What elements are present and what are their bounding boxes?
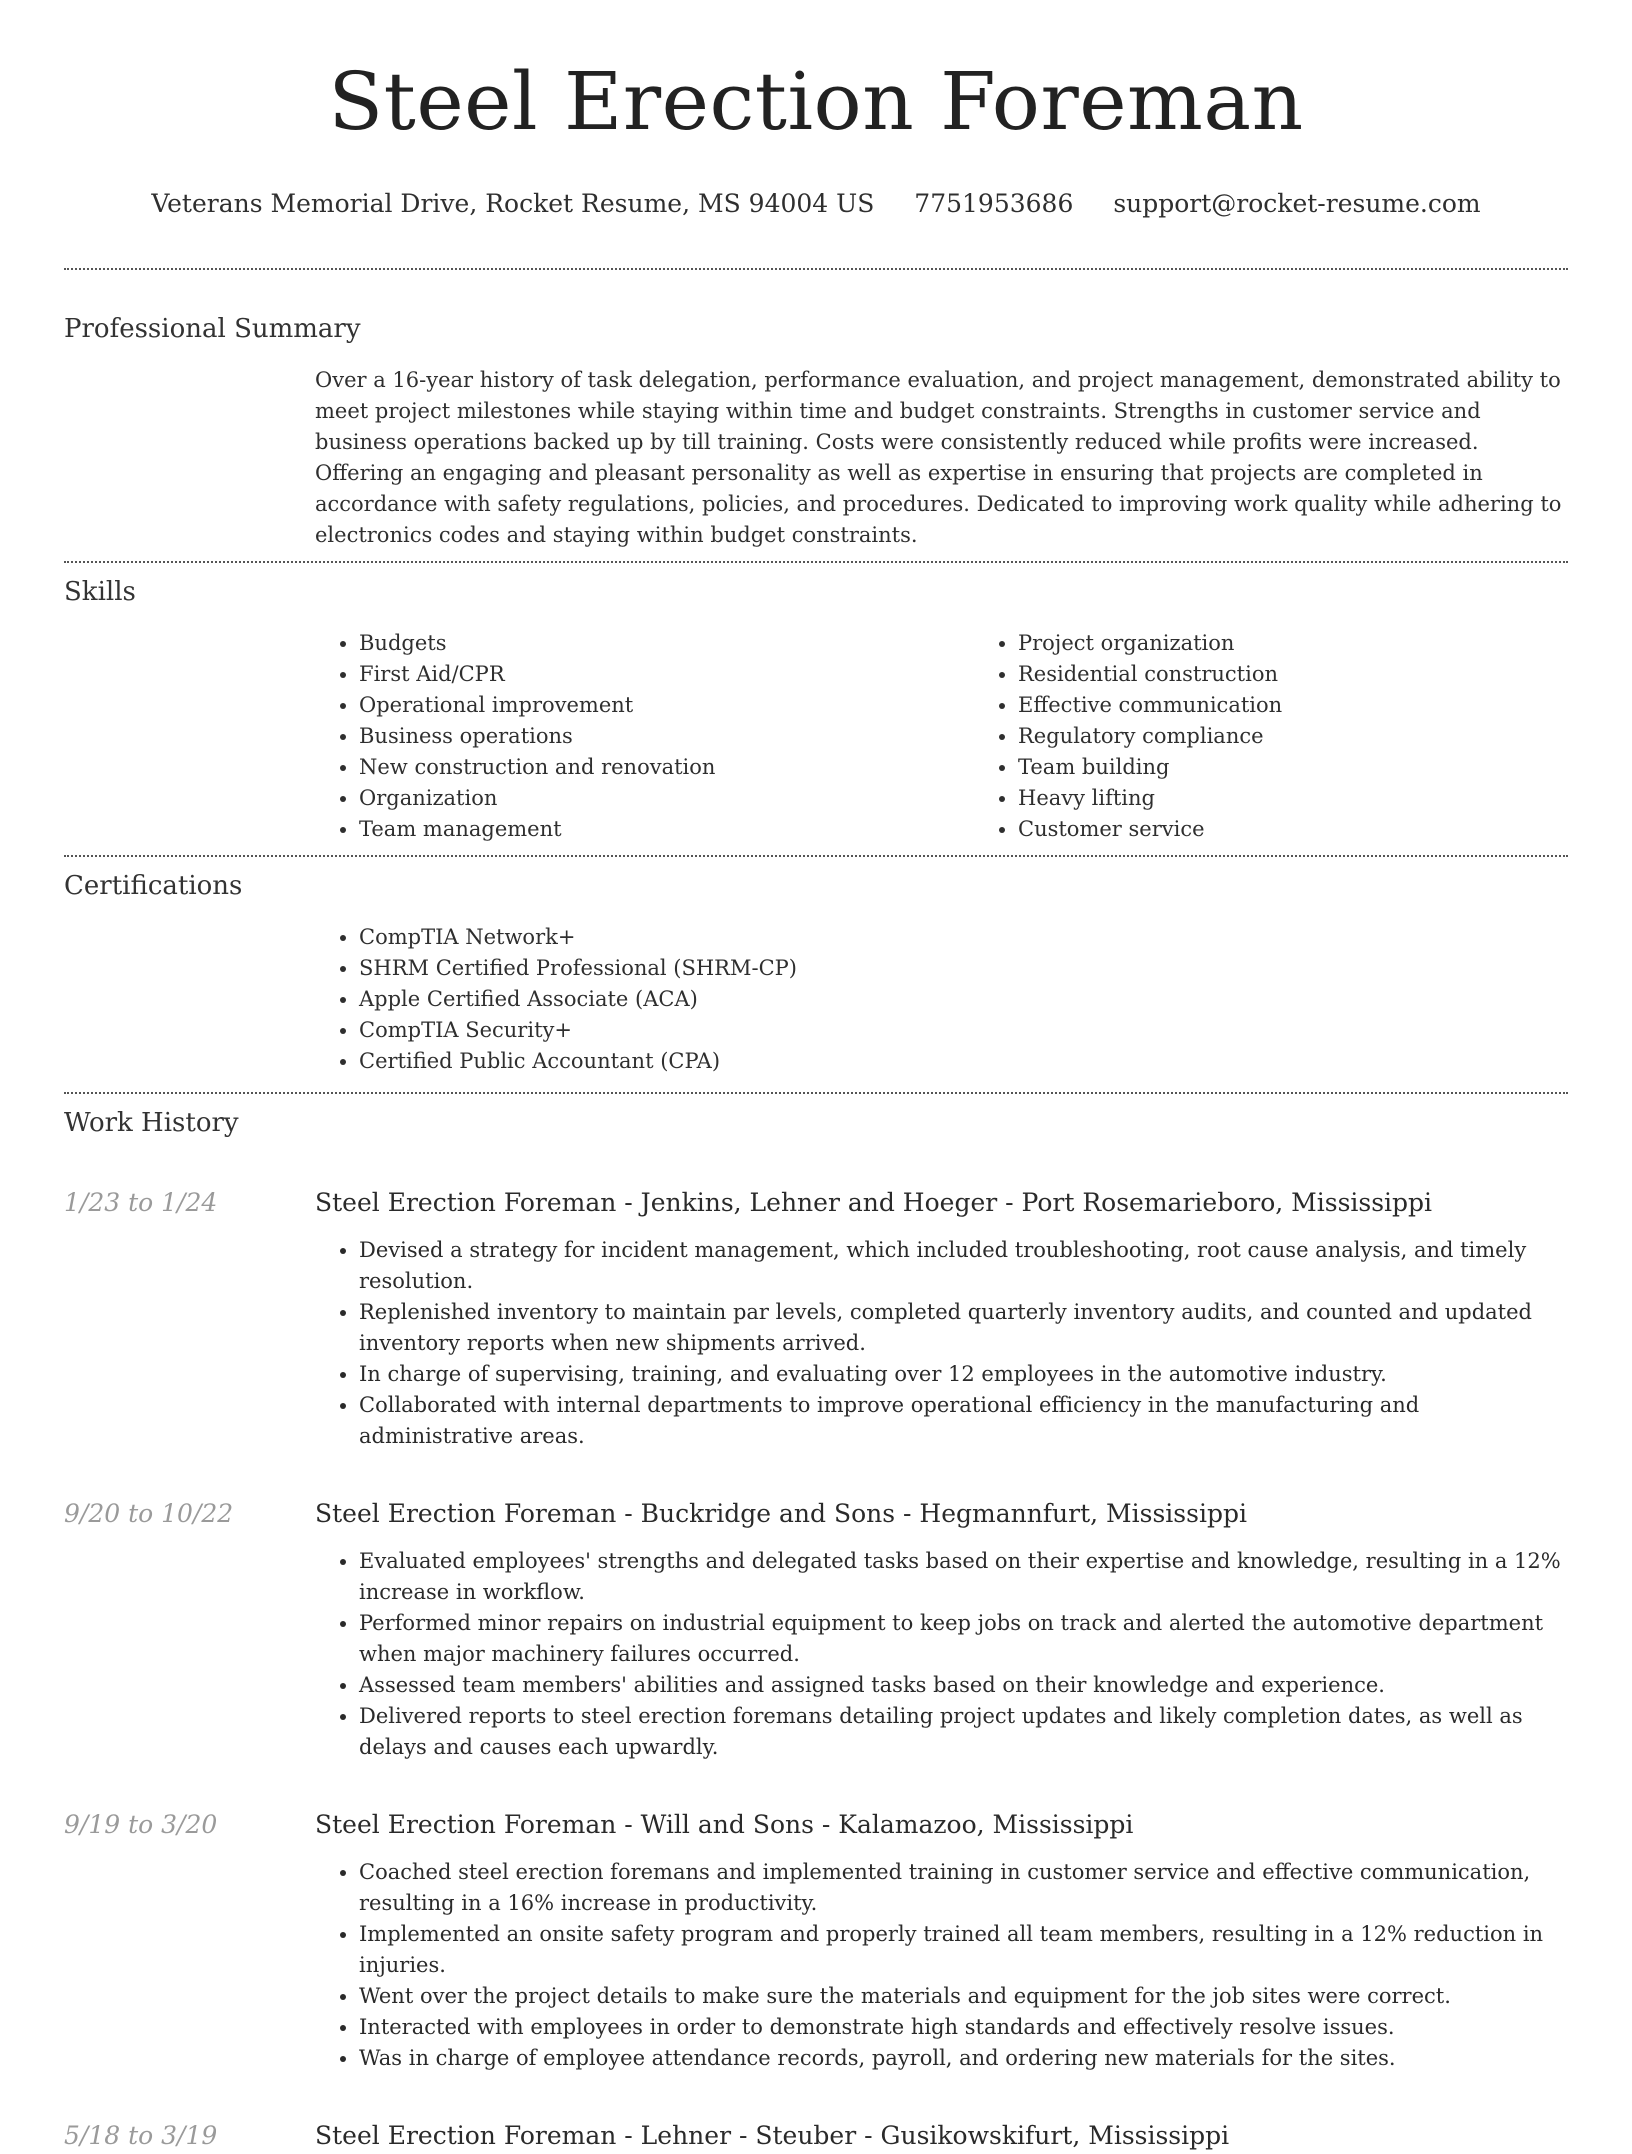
section-title-summary: Professional Summary xyxy=(64,314,361,344)
skill-item: • Regulatory compliance xyxy=(1018,721,1632,752)
job-bullet: • Performed minor repairs on industrial equipment to keep jobs on track and alerted the automotive department when major machinery failures occurred. xyxy=(359,1608,1568,1670)
job-body xyxy=(315,1496,1568,1763)
divider xyxy=(64,855,1568,857)
job-bullet: • Was in charge of employee attendance records, payroll, and ordering new materials for the sites. xyxy=(359,2043,1568,2074)
job-title: Steel Erection Foreman - Jenkins, Lehner and Hoeger - Port Rosemarieboro, Mississippi xyxy=(315,1188,1433,1217)
skill-item: • Budgets xyxy=(359,628,974,659)
skills-columns xyxy=(315,628,1568,845)
job-bullet: • Replenished inventory to maintain par levels, completed quarterly inventory audits, and counted and updated inventory reports when new shipments arrived. xyxy=(359,1297,1568,1359)
job-title: Steel Erection Foreman - Will and Sons - Kalamazoo, Mississippi xyxy=(315,1810,1134,1839)
skill-item: • Project organization xyxy=(1018,628,1632,659)
certification-item: • Apple Certified Associate (ACA) xyxy=(359,984,1568,1015)
job-bullet: • Evaluated employees' strengths and delegated tasks based on their expertise and knowledge, resulting in a 12% increase in workflow. xyxy=(359,1546,1568,1608)
certification-item: • CompTIA Security+ xyxy=(359,1015,1568,1046)
contact-line xyxy=(64,186,1568,222)
job-dates: 9/19 to 3/20 xyxy=(64,1810,218,1839)
job-body xyxy=(315,2118,1568,2154)
job-bullet: • Assessed team members' abilities and assigned tasks based on their knowledge and experience. xyxy=(359,1670,1568,1701)
section-title-certifications: Certifications xyxy=(64,871,243,901)
resume-page xyxy=(64,0,1568,2154)
job-bullet: • Collaborated with internal departments to improve operational efficiency in the manufacturing and administrative areas. xyxy=(359,1390,1568,1452)
skill-item: • Customer service xyxy=(1018,814,1632,845)
job-dates: 9/20 to 10/22 xyxy=(64,1499,234,1528)
skill-item: • First Aid/CPR xyxy=(359,659,974,690)
skills-list-left xyxy=(315,628,974,845)
job-dates: 5/18 to 3/19 xyxy=(64,2121,218,2150)
skill-item: • Operational improvement xyxy=(359,690,974,721)
job-bullet: • Implemented an onsite safety program and properly trained all team members, resulting in a 12% reduction in injuries. xyxy=(359,1919,1568,1981)
certification-item: • SHRM Certified Professional (SHRM-CP) xyxy=(359,953,1568,984)
summary-section xyxy=(64,311,1568,551)
job-dates: 1/23 to 1/24 xyxy=(64,1188,218,1217)
job-entry xyxy=(64,1807,1568,2074)
skills-section xyxy=(64,574,1568,845)
job-entry xyxy=(64,1496,1568,1763)
skill-item: • New construction and renovation xyxy=(359,752,974,783)
job-bullet: • Coached steel erection foremans and implemented training in customer service and effective communication, resulting in a 16% increase in productivity. xyxy=(359,1857,1568,1919)
certifications-list xyxy=(315,922,1568,1077)
skill-item: • Heavy lifting xyxy=(1018,783,1632,814)
skill-item: • Team building xyxy=(1018,752,1632,783)
skills-content xyxy=(315,628,1568,845)
job-bullets xyxy=(315,1546,1568,1763)
skills-list-right xyxy=(974,628,1632,845)
contact-phone: 7751953686 xyxy=(914,189,1074,218)
work-section xyxy=(64,1105,1568,2154)
skill-item: • Business operations xyxy=(359,721,974,752)
section-title-work: Work History xyxy=(64,1108,239,1138)
job-entry xyxy=(64,1185,1568,1452)
contact-address: Veterans Memorial Drive, Rocket Resume, MS 94004 US xyxy=(151,189,875,218)
certifications-section xyxy=(64,868,1568,1077)
job-body xyxy=(315,1185,1568,1452)
skill-item: • Team management xyxy=(359,814,974,845)
job-bullets xyxy=(315,1235,1568,1452)
divider xyxy=(64,1092,1568,1094)
job-body xyxy=(315,1807,1568,2074)
summary-text: Over a 16-year history of task delegation, performance evaluation, and project management, demonstrated ability to meet project milestones while staying within time and budget constraints. Strengths in customer service and business operations backed up by till training. Costs were consistently reduced while profits were increased. Offering an engaging and pleasant personality as well as expertise in ensuring that projects are completed in accordance with safety regulations, policies, and procedures. Dedicated to improving work quality while adhering to electronics codes and staying within budget constraints. xyxy=(315,368,1562,547)
job-title: Steel Erection Foreman - Lehner - Steuber - Gusikowskifurt, Mississippi xyxy=(315,2121,1230,2150)
skill-item: • Organization xyxy=(359,783,974,814)
skill-item: • Residential construction xyxy=(1018,659,1632,690)
divider xyxy=(64,268,1568,270)
certifications-content xyxy=(315,922,1568,1077)
job-bullet: • In charge of supervising, training, and evaluating over 12 employees in the automotive industry. xyxy=(359,1359,1568,1390)
certification-item: • CompTIA Network+ xyxy=(359,922,1568,953)
job-bullet: • Went over the project details to make sure the materials and equipment for the job sites were correct. xyxy=(359,1981,1568,2012)
certification-item: • Certified Public Accountant (CPA) xyxy=(359,1046,1568,1077)
skill-item: • Effective communication xyxy=(1018,690,1632,721)
divider xyxy=(64,561,1568,563)
resume-name: Steel Erection Foreman xyxy=(328,55,1304,148)
job-bullet: • Devised a strategy for incident management, which included troubleshooting, root cause analysis, and timely resolution. xyxy=(359,1235,1568,1297)
contact-email: support@rocket-resume.com xyxy=(1113,189,1481,218)
section-title-skills: Skills xyxy=(64,577,136,607)
job-bullet: • Interacted with employees in order to demonstrate high standards and effectively resolve issues. xyxy=(359,2012,1568,2043)
job-list xyxy=(64,1185,1568,2154)
job-entry xyxy=(64,2118,1568,2154)
job-bullets xyxy=(315,1857,1568,2074)
job-bullet: • Delivered reports to steel erection foremans detailing project updates and likely completion dates, as well as delays and causes each upwardly. xyxy=(359,1701,1568,1763)
summary-content xyxy=(315,365,1568,551)
job-title: Steel Erection Foreman - Buckridge and Sons - Hegmannfurt, Mississippi xyxy=(315,1499,1247,1528)
